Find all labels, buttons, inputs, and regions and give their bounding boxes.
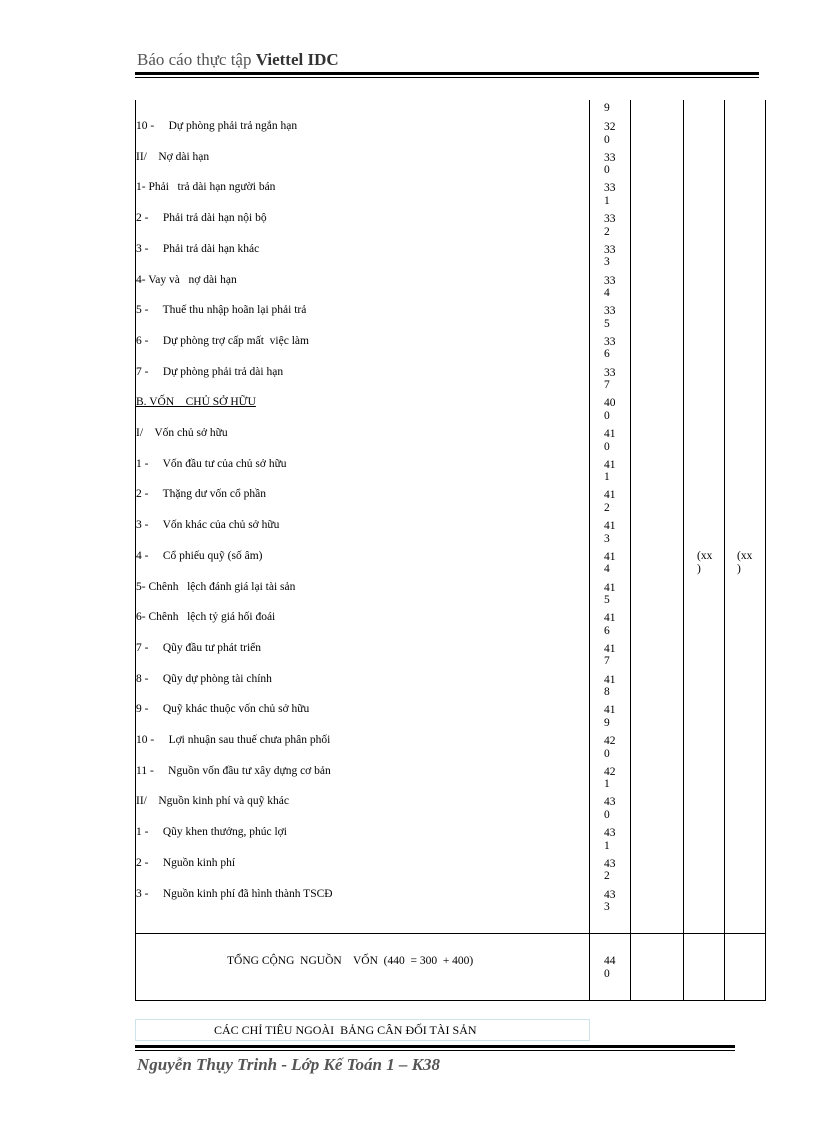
row-label: 3 - Phải trả dài hạn khác bbox=[136, 242, 260, 255]
footer-rule-thin bbox=[135, 1050, 735, 1051]
table-border-code bbox=[589, 100, 590, 1001]
row-label: 1 - Qũy khen thưởng, phúc lợi bbox=[136, 826, 287, 839]
row-code: 33 3 bbox=[604, 243, 616, 269]
row-code: 32 0 bbox=[604, 121, 616, 146]
table-border-col2 bbox=[630, 100, 631, 1001]
row-label: 11 - Nguồn vốn đầu tư xây dựng cơ bản bbox=[136, 764, 331, 777]
row-code: 40 0 bbox=[604, 397, 616, 422]
row-code: 33 2 bbox=[604, 213, 616, 238]
row-label: 1 - Vốn đầu tư của chủ sở hữu bbox=[136, 457, 287, 470]
row-code: 33 0 bbox=[604, 151, 616, 177]
row-label: II/ Nguồn kinh phí và quỹ khác bbox=[136, 795, 289, 808]
row-code: 33 4 bbox=[604, 274, 616, 300]
row-code: 33 5 bbox=[604, 305, 616, 330]
row-label: I/ Vốn chủ sở hữu bbox=[136, 427, 228, 439]
header-rule bbox=[135, 72, 759, 75]
row-code: 41 0 bbox=[604, 428, 616, 453]
row-label: 2 - Nguồn kinh phí bbox=[136, 856, 236, 869]
row-label: 6- Chênh lệch tỷ giá hối đoái bbox=[136, 611, 276, 624]
row-code: 41 9 bbox=[604, 704, 616, 729]
table-border-right bbox=[765, 100, 766, 1001]
row-code: 43 3 bbox=[604, 888, 616, 914]
row-code: 41 2 bbox=[604, 489, 616, 514]
row-code: 43 0 bbox=[604, 796, 616, 821]
row-label: 10 - Lợi nhuận sau thuế chưa phân phối bbox=[136, 734, 331, 746]
row-code: 41 4 bbox=[604, 550, 616, 576]
total-label: TỔNG CỘNG NGUỒN VỐN (440 = 300 + 400) bbox=[227, 955, 474, 967]
row-code: 41 3 bbox=[604, 520, 616, 545]
row-label: 2 - Phải trả dài hạn nội bộ bbox=[136, 212, 267, 225]
table-border-col4 bbox=[724, 100, 725, 1001]
row-code: 33 1 bbox=[604, 182, 616, 207]
row-code: 41 7 bbox=[604, 642, 616, 668]
row-code: 41 8 bbox=[604, 673, 616, 699]
row-code: 33 7 bbox=[604, 366, 616, 392]
page-footer: Nguyễn Thụy Trinh - Lớp Kế Toán 1 – K38 bbox=[137, 1055, 441, 1074]
page-header bbox=[137, 50, 339, 70]
row-label: 10 - Dự phòng phải trả ngắn hạn bbox=[136, 120, 298, 132]
offsheet-label: CÁC CHỈ TIÊU NGOÀI BẢNG CÂN ĐỐI TÀI SẢN bbox=[214, 1023, 477, 1037]
header-prefix: Báo cáo thực tập bbox=[137, 50, 256, 69]
row-label: 4- Vay và nợ dài hạn bbox=[136, 273, 237, 286]
xx-mark-col3: (xx ) bbox=[697, 550, 713, 575]
row-label: 4 - Cổ phiếu quỹ (số âm) bbox=[136, 549, 263, 562]
footer-rule bbox=[135, 1045, 735, 1048]
header-rule-thin bbox=[135, 77, 759, 78]
row-code: 42 0 bbox=[604, 735, 616, 760]
row-label: II/ Nợ dài hạn bbox=[136, 150, 210, 163]
row-code: 41 5 bbox=[604, 581, 616, 607]
row-code: 43 2 bbox=[604, 857, 616, 883]
row-code: 42 1 bbox=[604, 765, 616, 791]
row-label: 7 - Qũy đầu tư phát triển bbox=[136, 641, 262, 654]
row-label: 3 - Vốn khác của chủ sở hữu bbox=[136, 519, 280, 532]
code-fragment-top: 9 bbox=[604, 102, 610, 114]
header-company: Viettel IDC bbox=[255, 50, 339, 69]
row-label: 9 - Quỹ khác thuộc vốn chủ sở hữu bbox=[136, 703, 310, 716]
row-code: 43 1 bbox=[604, 827, 616, 852]
row-code: 33 6 bbox=[604, 335, 616, 361]
row-label: 8 - Qũy dự phòng tài chính bbox=[136, 672, 272, 685]
table-border-bottom bbox=[135, 1000, 766, 1001]
xx-mark-col4: (xx ) bbox=[737, 550, 753, 575]
row-code: 41 1 bbox=[604, 458, 616, 484]
row-label: 3 - Nguồn kinh phí đã hình thành TSCĐ bbox=[136, 887, 333, 900]
total-code: 44 0 bbox=[604, 955, 616, 980]
row-label: 6 - Dự phòng trợ cấp mất việc làm bbox=[136, 334, 309, 347]
table-divider-total bbox=[135, 933, 766, 934]
row-label: 5 - Thuế thu nhập hoãn lại phải trả bbox=[136, 304, 307, 317]
row-code: 41 6 bbox=[604, 612, 616, 637]
row-label: 2 - Thặng dư vốn cổ phần bbox=[136, 488, 266, 501]
row-label: 7 - Dự phòng phải trả dài hạn bbox=[136, 365, 284, 378]
row-label: 1- Phải trả dài hạn người bán bbox=[136, 181, 276, 194]
table-border-col3 bbox=[683, 100, 684, 1001]
row-label: B. VỐN CHỦ SỞ HỮU bbox=[136, 396, 256, 409]
row-label: 5- Chênh lệch đánh giá lại tài sản bbox=[136, 580, 296, 593]
